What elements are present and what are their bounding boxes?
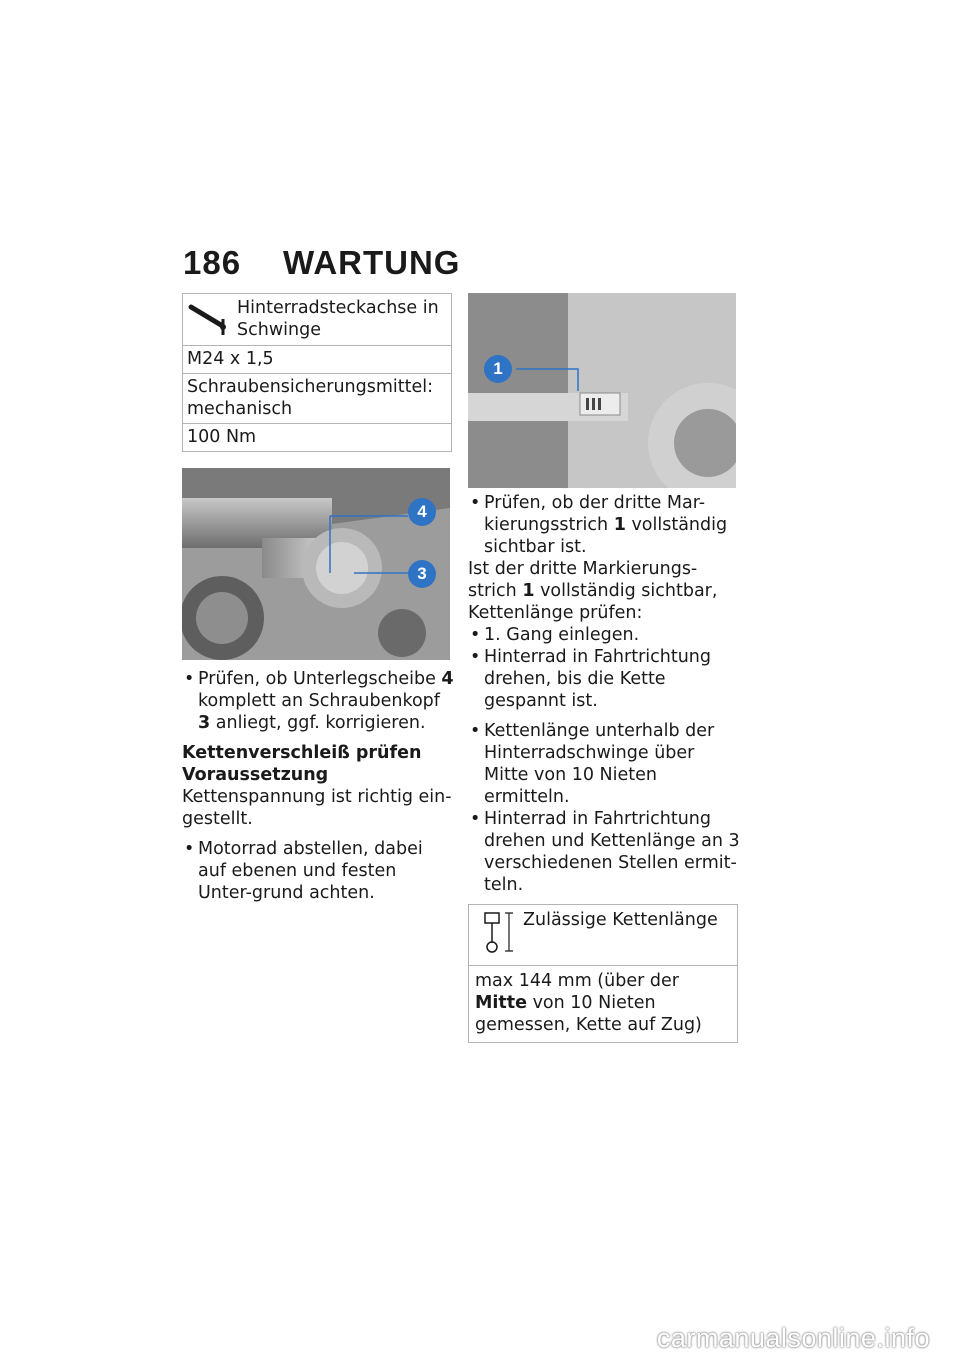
callout-1: 1 (484, 355, 512, 383)
chain-table-value: max 144 mm (über der Mitte von 10 Nieten gemessen, Kette auf Zug) (475, 971, 702, 1035)
bullet-dot: • (184, 839, 195, 859)
chain-table-header (469, 905, 737, 966)
bullet-measure-length: • Kettenlänge unterhalb der Hinterradschwinge über Mitte von 10 Nieten ermitteln. (470, 721, 715, 807)
bullet-dot: • (470, 625, 481, 645)
chain-length-table (468, 904, 738, 1043)
spec-table-title: Hinterradsteckachse in Schwinge (237, 298, 439, 340)
washer-photo-drawing (182, 468, 450, 660)
spec-table-header (183, 294, 451, 346)
watermark: carmanualsonline.info (656, 1323, 930, 1353)
page-title: WARTUNG (283, 244, 461, 281)
bullet-engage-gear: • 1. Gang einlegen. (470, 625, 640, 645)
spec-row-torque: 100 Nm (187, 427, 257, 447)
chain-length-icon (473, 909, 523, 959)
bullet-turn-wheel: • Hinterrad in Fahrtrichtung drehen, bis die Kette gespannt ist. (470, 647, 711, 711)
bullet-washer-check: • Prüfen, ob Unterlegscheibe 4 komplett an Schraubenkopf 3 anliegt, ggf. korrigieren. (184, 669, 454, 733)
condition-text: Kettenspannung ist richtig ein-gestellt. (182, 787, 452, 829)
section-heading: Kettenverschleiß prüfen (182, 743, 422, 763)
chain-mark-photo (468, 293, 736, 488)
bullet-dot: • (470, 809, 481, 829)
torque-wrench-icon (187, 297, 237, 341)
right-column (468, 293, 743, 1043)
callout-3: 3 (408, 560, 436, 588)
chain-table-title: Zulässige Kettenlänge (523, 910, 718, 930)
para-check-length: Ist der dritte Markierungs-strich 1 vollständig sichtbar, Kettenlänge prüfen: (468, 559, 718, 623)
bullet-dot: • (470, 721, 481, 741)
bullet-dot: • (470, 493, 481, 513)
axle-spec-table (182, 293, 452, 452)
page-number: 186 (183, 244, 242, 281)
bullet-dot: • (470, 647, 481, 667)
spec-row-locking: Schraubensicherungsmittel: mechanisch (183, 374, 451, 424)
bullet-park-motorcycle: • Motorrad abstellen, dabei auf ebenen und festen Unter-grund achten. (184, 839, 423, 903)
bullet-dot: • (184, 669, 195, 689)
spec-row-thread: M24 x 1,5 (183, 346, 451, 374)
bullet-third-mark: • Prüfen, ob der dritte Mar-kierungsstrich 1 vollständig sichtbar ist. (470, 493, 728, 557)
washer-photo (182, 468, 450, 660)
chain-mark-drawing (468, 293, 736, 488)
left-column (182, 293, 454, 904)
bullet-measure-three: • Hinterrad in Fahrtrichtung drehen und Kettenlänge an 3 verschiedenen Stellen ermit-teln. (470, 809, 740, 895)
callout-4: 4 (408, 498, 436, 526)
section-subheading: Voraussetzung (182, 765, 329, 785)
